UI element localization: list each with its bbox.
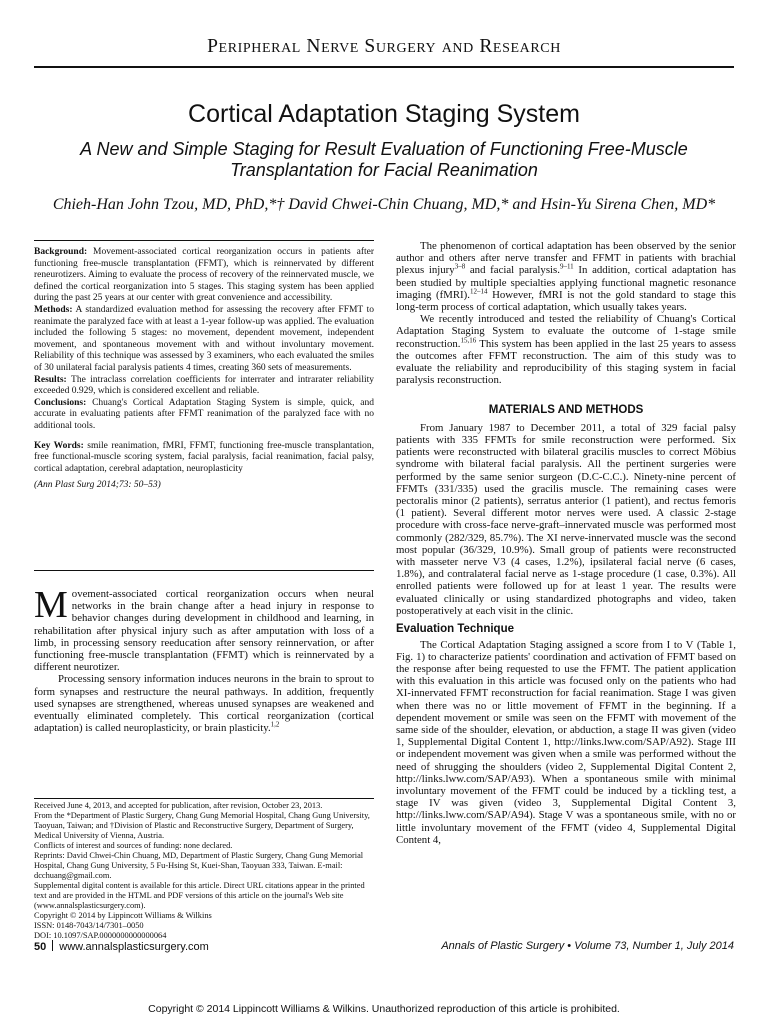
introduction — [34, 584, 374, 735]
article-title: Cortical Adaptation Staging System — [188, 100, 580, 128]
right-paragraph-2: We recently introduced and tested the reliability of Chuang's Cortical Adaptation Staging System to evaluate the outcome of 1-stage smile reconstruction.$^{15,16}$ This system has been applied in the last 25 years to assess the outcomes after FFMT reconstruction. The aim of this study was to evaluate the reliability and reproducibility of this staging system in facial paralysis reconstruction. — [396, 313, 736, 387]
copyright-notice: Copyright © 2014 Lippincott Williams & Wilkins. Unauthorized reproduction of this article is prohibited. — [148, 1003, 620, 1015]
journal-name: Annals of Plastic Surgery — [441, 940, 565, 952]
section-heading-methods: MATERIALS AND METHODS — [488, 404, 644, 417]
journal-website: www.annalsplasticsurgery.com — [59, 941, 209, 953]
footer-separator — [52, 940, 53, 951]
footnote-received: Received June 4, 2013, and accepted for publication, after revision, October 23, 2013. — [34, 801, 323, 810]
footnote-affiliations: From the *Department of Plastic Surgery, Chang Gung Memorial Hospital, Chang Gung University, Taoyuan, Taiwan; and †Division of Plastic and Reconstructive Surgery, Department of Surgery, Medical University of Vienna, Austria. — [34, 811, 370, 840]
drop-cap: M — [34, 584, 68, 626]
abstract-divider — [34, 570, 374, 571]
footnote-conflicts: Conflicts of interest and sources of funding: none declared. — [34, 841, 233, 850]
abstract — [34, 240, 374, 492]
author-list: Chieh-Han John Tzou, MD, PhD,*† David Chwei-Chin Chuang, MD,* and Hsin-Yu Sirena Chen, MD* — [52, 196, 716, 213]
footnotes — [34, 798, 374, 941]
abstract-methods: Methods: A standardized evaluation method for assessing the recovery after FFMT to reanimate the paralyzed face with at least a 1-year follow-up was applied. The evaluation included the following 5 stages: no movement, dependent movement, independent movement, and spontaneous movement with and without involuntary movement. Reliability of this technique was assessed by 3 examiners, who each evaluated the smiles of 30 unilateral facial paralysis patients 4 times, creating 360 sets of measurements. — [34, 304, 374, 373]
right-paragraph-1: The phenomenon of cortical adaptation has been observed by the senior author and others after nerve transfer and FFMT in patients with brachial plexus injury$^{3-8}$ and facial paralysis.$^{9-11}$ In addition, cortical adaptation has been studied by multiple specialties applying functional magnetic resonance imaging (fMRI).$^{12-14}$ However, fMRI is not the gold standard to stage this long-term process of cortical adaptation, which usually takes years. — [396, 240, 737, 314]
abstract-conclusions: Conclusions: Chuang's Cortical Adaptation Staging System is simple, quick, and accurate in evaluating patients after FFMT reanimation of the paralyzed face with no additional tools. — [34, 397, 375, 431]
abstract-results: Results: The intraclass correlation coefficients for interrater and intrarater reliability exceeded 0.929, which is considered excellent and reliable. — [34, 374, 374, 397]
issue-info: Volume 73, Number 1, July 2014 — [574, 940, 734, 952]
footnote-supplemental: Supplemental digital content is available for this article. Direct URL citations appear in the printed text and are provided in the HTML and PDF versions of this article on the journal's Web site (www.annalsplasticsurgery.com). — [34, 881, 365, 910]
abstract-background: Background: Movement-associated cortical reorganization occurs in patients after functioning free-muscle transplantation (FFMT), which is reinnervated by different reneurotizers. Aiming to evaluate the process of recovery of the reinnervated muscle, we defined the cortical reorganization into 5 stages. This staging system has been applied during the past 25 years at our center with great convenience and accessibility. — [34, 247, 375, 304]
header-rule — [34, 66, 734, 68]
keywords: Key Words: smile reanimation, fMRI, FFMT, functioning free-muscle transplantation, free functional-muscle scoring system, facial paralysis, facial reanimation, facial palsy, cortical adaptation, cerebral adaptation, neuroplasticity — [34, 440, 374, 474]
intro-paragraph-1: Movement-associated cortical reorganization occurs when neural networks in the brain change after a head injury in response to behavior changes during development in childhood and learning, in rehabilitation after physical injury such as after amputation with loss of a limb, in processing sensory reeducation after sensory reinnervation, or after functioning free-muscle transplantation (FFMT) which is reinnervated by a different neurotizer. — [34, 584, 374, 674]
evaluation-paragraph: The Cortical Adaptation Staging assigned a score from I to V (Table 1, Fig. 1) to characterize patients' coordination and activation of FFMT based on the response after being requested to use the FFMT. The patient application with this evaluation in this article was focused only on the patients who had XI-innervated FFMT reconstruction for facial reanimation. Stage I was given when there was no or little movement of FFMT in the beginning. If a dependent movement or smile was seen on the FFMT with movement of the same side of the shoulder, elevation, or abduction, a stage II was given (video 1, Supplemental Digital Content 1, http://links.lww.com/SAP/A92). Stage III or independent movement was given when a smile was performed without the need of shrugging the shoulders (video 2, Supplemental Digital Content 2, http://links.lww.com/SAP/A93). When a spontaneous smile with minimal involuntary movement of the FFMT could be induced by a tickling test, a stage IV was given (video 3, Supplemental Digital Content 3, http://links.lww.com/SAP/A94). Stage V was a spontaneous smile, with no or little involuntary movement of the FFMT (video 4, Supplemental Digital Content 4, — [396, 638, 736, 846]
footer-bullet: • — [567, 940, 572, 952]
article-subtitle: A New and Simple Staging for Result Evaluation of Functioning Free-Muscle Transplantation for Facial Reanimation — [80, 139, 688, 180]
right-column — [396, 240, 736, 846]
subsection-heading-evaluation: Evaluation Technique — [396, 623, 514, 636]
footnote-reprints: Reprints: David Chwei-Chin Chuang, MD, Department of Plastic Surgery, Chang Gung Memorial Hospital, Chang Gung University, 5 Fu-Hsing St, Kuei-Shan, Taoyuan 333, Taiwan. E-mail: dcchuang@gmail.com. — [34, 851, 364, 880]
footnote-copyright: Copyright © 2014 by Lippincott Williams & Wilkins — [34, 911, 212, 920]
methods-paragraph: From January 1987 to December 2011, a total of 329 facial palsy patients with 335 FFMTs for smile reconstruction were performed. Six patients were reconstructed with bilateral gracilis muscles to correct Möbius syndrome with bilateral facial paralysis. All the pertinent surgeries were performed by the same senior surgeon (D.C-C.C.). Ninety-nine percent of FFMTs (331/335) used the gracilis muscle. The remaining cases were pectoralis minor (2 patients), serratus anterior (1 patient), and rectus femoris (1 patient). Several different motor nerves were used. A classic 2-stage procedure with cross-face nerve-graft–innervated muscle was performed most commonly (282/329, 85.7%). The XI nerve-innervated muscle was the second most popular (36/329, 10.9%). Small group of patients were reconstructed with masseter nerve V3 (4 cases, 1.2%), ipsilateral facial nerve (6 cases, 1.8%), and contralateral facial nerve as 1-stage procedure (1 case, 0.3%). All enrolled patients were followed up for at least 1 year. The results were evaluated clinically or using standardized photographs and video, taken postoperatively at each visit in the clinic. — [396, 421, 736, 617]
footnote-doi: DOI: 10.1097/SAP.0000000000000064 — [34, 931, 167, 940]
intro-paragraph-2: Processing sensory information induces neurons in the brain to sprout to form synapses and restructure the neural pathways. In addition, frequently used synapses are strengthened, whereas unused synapses are weakened and eventually eliminated completely. This cortical reorganization (cortical adaptation) is called neuroplasticity, or brain plasticity.$^{1,2}$ — [34, 673, 374, 735]
citation: (Ann Plast Surg 2014;73: 50–53) — [34, 480, 161, 491]
footnote-issn: ISSN: 0148-7043/14/7301–0050 — [34, 921, 144, 930]
page-number: 50 — [34, 941, 47, 953]
running-head: Peripheral Nerve Surgery and Research — [207, 36, 561, 57]
